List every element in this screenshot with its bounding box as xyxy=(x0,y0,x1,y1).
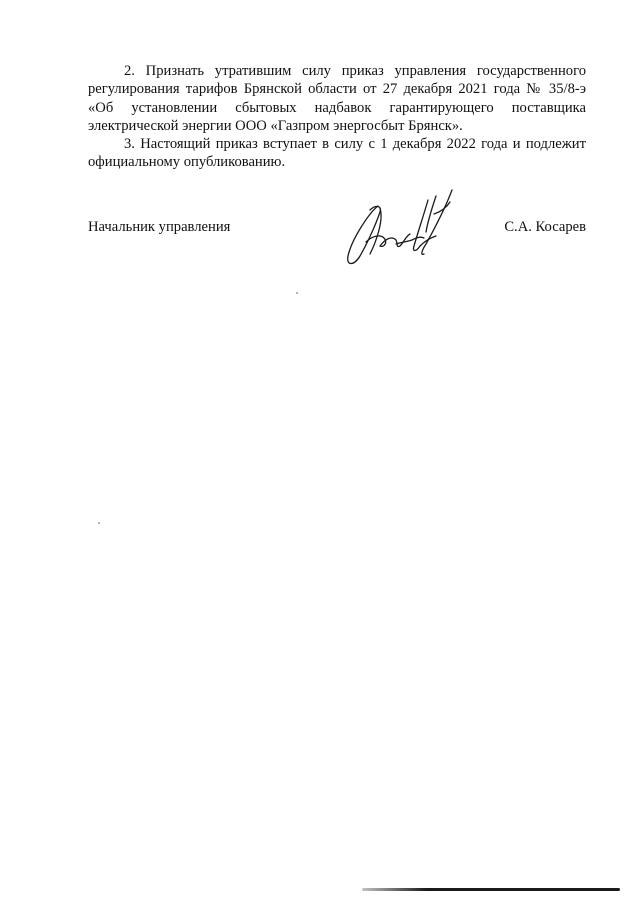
scan-edge-line xyxy=(362,888,620,891)
document-body xyxy=(88,62,586,172)
paragraph-item-2: 2. Признать утратившим силу приказ управления государственного регулирования тарифов Брянской области от 27 декабря 2021 года № 35/8-э «Об установлении сбытовых надбавок гарантирующего поставщика электрической энергии ООО «Газпром энергосбыт Брянск». xyxy=(88,63,586,134)
scan-artifact xyxy=(98,522,100,524)
scan-artifact xyxy=(296,292,298,294)
signer-name: С.А. Косарев xyxy=(504,219,586,235)
handwritten-signature xyxy=(340,186,468,270)
signature-block xyxy=(88,218,586,238)
paragraph-item-3: 3. Настоящий приказ вступает в силу с 1 декабря 2022 года и подлежит официальному опубликованию. xyxy=(88,136,586,171)
signer-position: Начальник управления xyxy=(88,219,231,235)
